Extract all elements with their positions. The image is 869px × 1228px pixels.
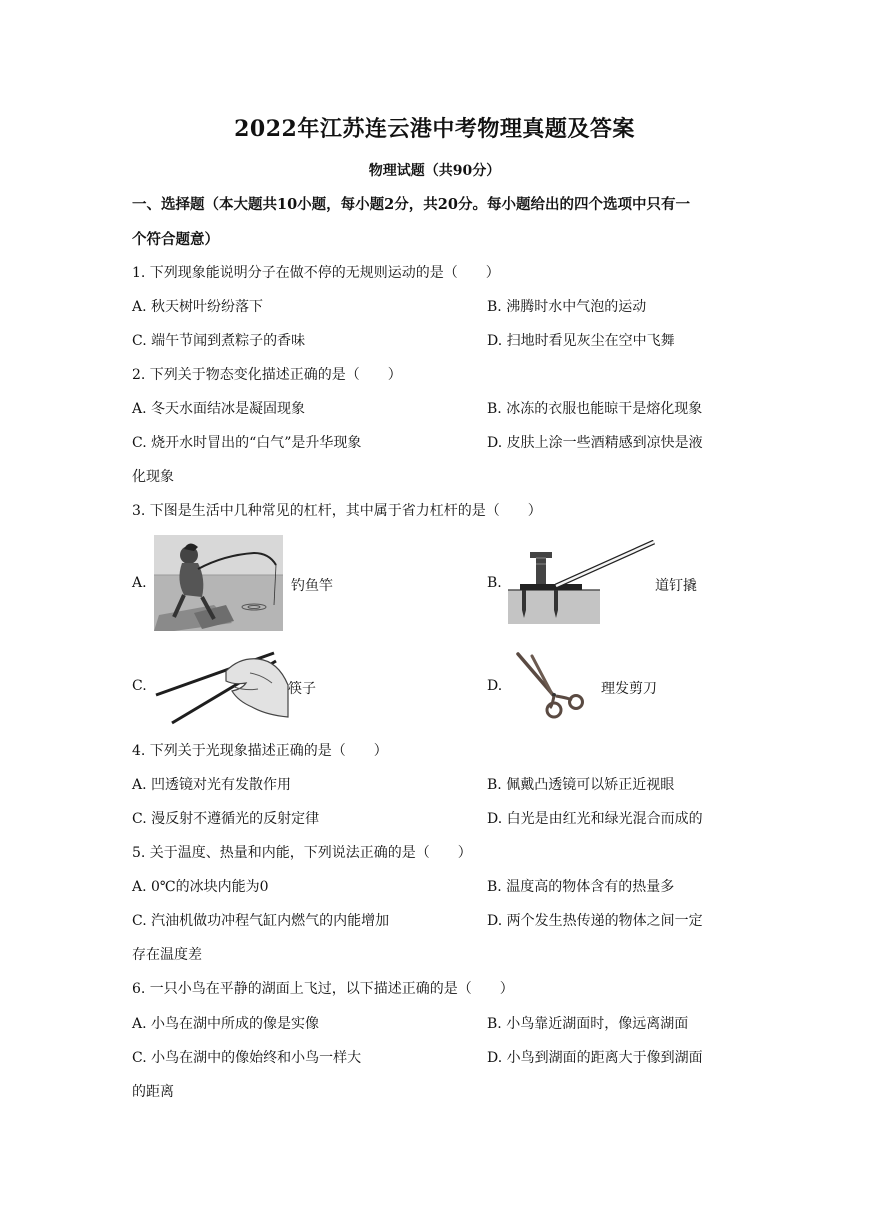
question-2-option-d: D. 皮肤上涂一些酒精感到凉快是液 <box>487 435 703 451</box>
question-2-option-d-cont: 化现象 <box>132 469 174 485</box>
question-3-option-c-letter: C. <box>132 678 147 694</box>
question-2-stem: 2. 下列关于物态变化描述正确的是（ ） <box>132 367 402 383</box>
question-5-stem: 5. 关于温度、热量和内能，下列说法正确的是（ ） <box>132 845 472 861</box>
spike-puller-image <box>508 540 658 624</box>
page-subtitle: 物理试题（共90分） <box>368 163 501 179</box>
section-heading-cont: 个符合题意） <box>132 231 219 248</box>
scissors-image <box>510 650 586 720</box>
question-3-option-b-letter: B. <box>487 575 502 591</box>
fishing-rod-image <box>154 535 283 631</box>
question-2-option-c: C. 烧开水时冒出的“白气”是升华现象 <box>132 435 362 451</box>
question-1-option-b: B. 沸腾时水中气泡的运动 <box>487 299 647 315</box>
question-4-option-d: D. 白光是由红光和绿光混合而成的 <box>487 811 703 827</box>
question-1-option-c: C. 端午节闻到煮粽子的香味 <box>132 333 306 349</box>
question-3-option-c-label: 筷子 <box>288 681 316 697</box>
question-5-option-a: A. 0℃的冰块内能为0 <box>132 879 269 895</box>
question-2-option-b: B. 冰冻的衣服也能晾干是熔化现象 <box>487 401 703 417</box>
question-3-option-a-label: 钓鱼竿 <box>291 578 333 594</box>
question-4-option-a: A. 凹透镜对光有发散作用 <box>132 777 292 793</box>
question-1-option-a: A. 秋天树叶纷纷落下 <box>132 299 264 315</box>
question-3-option-d-letter: D. <box>487 678 503 694</box>
page-title: 2022年江苏连云港中考物理真题及答案 <box>234 116 635 142</box>
chopsticks-image <box>154 645 290 725</box>
question-6-option-b: B. 小鸟靠近湖面时，像远离湖面 <box>487 1016 689 1032</box>
question-4-stem: 4. 下列关于光现象描述正确的是（ ） <box>132 743 388 759</box>
question-3-stem: 3. 下图是生活中几种常见的杠杆，其中属于省力杠杆的是（ ） <box>132 503 542 519</box>
question-5-option-d: D. 两个发生热传递的物体之间一定 <box>487 913 703 929</box>
question-6-option-d-cont: 的距离 <box>132 1084 174 1100</box>
question-2-option-a: A. 冬天水面结冰是凝固现象 <box>132 401 306 417</box>
question-3-option-b-label: 道钉撬 <box>655 578 697 594</box>
question-1-stem: 1. 下列现象能说明分子在做不停的无规则运动的是（ ） <box>132 265 500 281</box>
question-5-option-d-cont: 存在温度差 <box>132 947 202 963</box>
question-3-option-d-label: 理发剪刀 <box>601 681 657 697</box>
question-6-option-c: C. 小鸟在湖中的像始终和小鸟一样大 <box>132 1050 362 1066</box>
question-6-option-d: D. 小鸟到湖面的距离大于像到湖面 <box>487 1050 703 1066</box>
question-6-stem: 6. 一只小鸟在平静的湖面上飞过，以下描述正确的是（ ） <box>132 981 514 997</box>
question-5-option-c: C. 汽油机做功冲程气缸内燃气的内能增加 <box>132 913 390 929</box>
question-3-option-a-letter: A. <box>132 575 147 591</box>
question-4-option-c: C. 漫反射不遵循光的反射定律 <box>132 811 320 827</box>
section-heading: 一、选择题（本大题共10小题，每小题2分，共20分。每小题给出的四个选项中只有一 <box>132 196 690 213</box>
question-4-option-b: B. 佩戴凸透镜可以矫正近视眼 <box>487 777 675 793</box>
question-1-option-d: D. 扫地时看见灰尘在空中飞舞 <box>487 333 675 349</box>
question-6-option-a: A. 小鸟在湖中所成的像是实像 <box>132 1016 320 1032</box>
question-5-option-b: B. 温度高的物体含有的热量多 <box>487 879 675 895</box>
